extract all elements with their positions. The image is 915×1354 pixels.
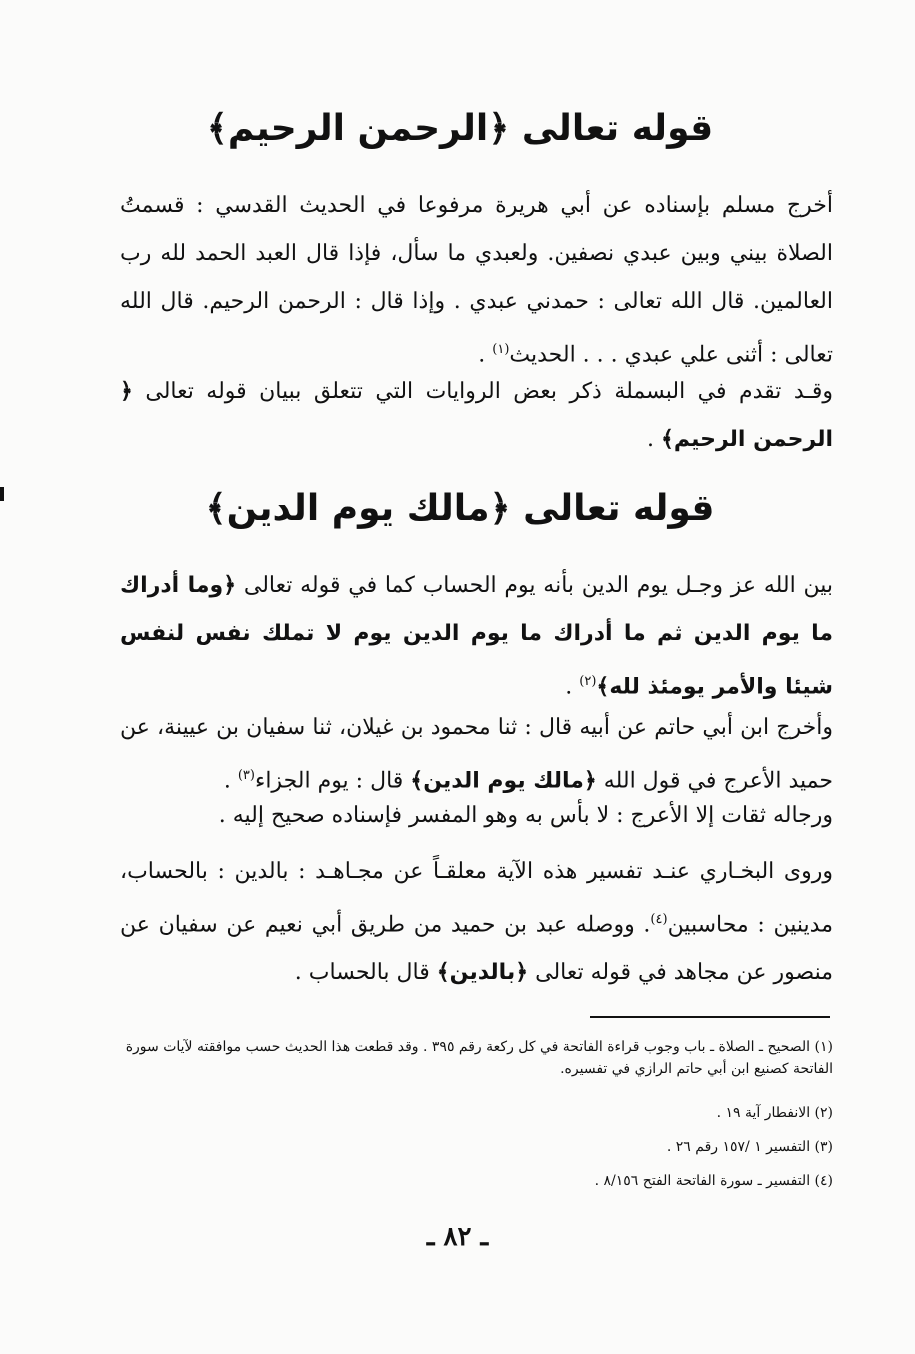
paragraph-text: قال : يوم الجزاء — [254, 768, 404, 794]
paragraph-hadith — [120, 182, 833, 379]
quran-quote: ﴿وما أدراك ما يوم الدين ثم ما أدراك ما يوم الدين يوم لا تملك نفس لنفس شيئا والأمر يومئذ لله﴾ — [120, 573, 833, 700]
page-number: ـ ٨٢ ـ — [426, 1222, 489, 1252]
footnote-2: (٢) الانفطار آية ١٩ . — [716, 1105, 833, 1121]
paragraph-ibn-abi-hatim — [120, 704, 833, 805]
paragraph-text: . ووصله عبد بن حميد من طريق أبي نعيم عن سفيان عن منصور عن مجاهد في قوله تعالى — [120, 912, 833, 986]
punctuation: . — [646, 427, 654, 452]
paragraph-text: وقـد تقدم في البسملة ذكر بعض الروايات التي تتعلق ببيان قوله تعالى — [145, 379, 833, 404]
paragraph-bukhari — [120, 848, 833, 997]
footnote-ref-1: (١) — [492, 342, 510, 357]
footnote-3: (٣) التفسير ١ /١٥٧ رقم ٢٦ . — [666, 1139, 833, 1155]
footnote-ref-3: (٣) — [237, 768, 255, 783]
paragraph-text: وروى البخـاري عنـد تفسير هذه الآية معلقـاً عن مجـاهـد : بالدين : بالحساب، مدينين : محاسبين — [120, 859, 833, 938]
paragraph-text: قال بالحساب . — [294, 960, 430, 986]
paragraph-text: وأخرج ابن أبي حاتم عن أبيه قال : ثنا محمود بن غيلان، ثنا سفيان بن عيينة، عن حميد الأعرج في قول الله — [120, 715, 833, 794]
quran-quote: ﴿مالك يوم الدين﴾ — [410, 768, 597, 794]
paragraph-text: بين الله عز وجـل يوم الدين بأنه يوم الحساب كما في قوله تعالى — [243, 573, 834, 598]
paragraph-narrators: ورجاله ثقات إلا الأعرج : لا بأس به وهو المفسر فإسناده صحيح إليه . — [218, 803, 833, 828]
footnote-ref-4: (٤) — [650, 912, 668, 927]
punctuation: . — [565, 674, 573, 700]
punctuation: . — [478, 342, 486, 368]
margin-mark — [0, 487, 4, 501]
footnote-1: (١) الصحيح ـ الصلاة ـ باب وجوب قراءة الفاتحة في كل ركعة رقم ٣٩٥ . وقد قطعت هذا الحديث حسب موافقته لآيات سورة الفاتحة كصنيع ابن أبي حاتم الرازي في تفسيره. — [125, 1039, 833, 1077]
footnote-4: (٤) التفسير ـ سورة الفاتحة الفتح ٨/١٥٦ . — [594, 1173, 833, 1189]
paragraph-basmala — [120, 368, 833, 464]
heading-ar-rahman: قوله تعالى ﴿الرحمن الرحيم﴾ — [206, 108, 714, 149]
footnote-ref-2: (٢) — [579, 674, 597, 689]
quran-quote: ﴿ الرحمن الرحيم﴾ — [120, 379, 833, 452]
heading-malik: قوله تعالى ﴿مالك يوم الدين﴾ — [205, 488, 715, 529]
punctuation: . — [223, 768, 231, 794]
quran-quote: ﴿بالدين﴾ — [436, 960, 529, 986]
paragraph-yawm-al-din — [120, 562, 833, 711]
paragraph-text: أخرج مسلم بإسناده عن أبي هريرة مرفوعا في الحديث القدسي : قسمتُ الصلاة بيني وبين عبدي نصفين. ولعبدي ما سأل، فإذا قال العبد الحمد لله رب العالمين. قال الله تعالى : حمدني عبدي . وإذا قال : الرحمن الرحيم. قال الله تعالى : أثنى علي عبدي . . . الحديث — [120, 193, 833, 368]
footnote-separator — [590, 1016, 830, 1018]
